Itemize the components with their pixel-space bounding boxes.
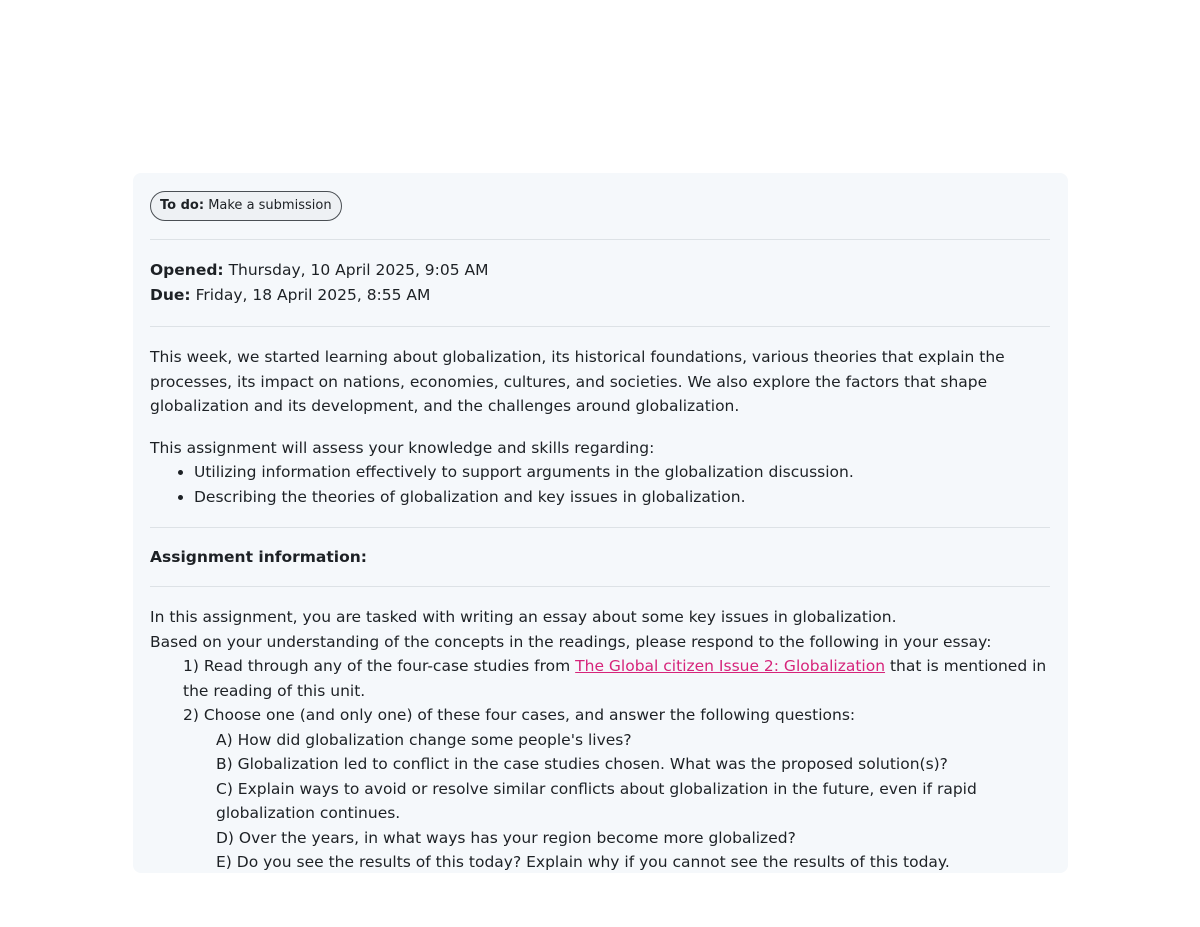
activity-card bbox=[133, 173, 1068, 873]
activity-dates bbox=[150, 258, 1050, 308]
question-a: A) How did globalization change some people's lives? bbox=[216, 730, 632, 749]
step-2: 2) Choose one (and only one) of these four cases, and answer the following questions: bbox=[183, 706, 856, 724]
assignment-line-2: Based on your understanding of the concepts in the readings, please respond to the following in your essay: bbox=[150, 632, 992, 651]
global-citizen-link[interactable]: The Global citizen Issue 2: Globalization bbox=[575, 657, 886, 675]
todo-label: To do: bbox=[160, 198, 205, 213]
divider bbox=[150, 326, 1050, 327]
due-label: Due: bbox=[150, 286, 191, 304]
assignment-line-1: In this assignment, you are tasked with writing an essay about some key issues in globalization. bbox=[150, 608, 897, 626]
due-date-row bbox=[150, 283, 1050, 308]
question-b: B) Globalization led to conflict in the case studies chosen. What was the proposed solution(s)? bbox=[216, 755, 948, 773]
list-item: • Utilizing information effectively to support arguments in the globalization discussion. bbox=[194, 460, 1050, 485]
intro-paragraph: This week, we started learning about globalization, its historical foundations, various theories that explain the processes, its impact on nations, economies, cultures, and societies. We also explore the factors that shape globalization and its development, and the challenges around globalization. bbox=[150, 348, 1005, 415]
question-d: D) Over the years, in what ways has your region become more globalized? bbox=[216, 828, 796, 847]
todo-value: Make a submission bbox=[208, 198, 332, 213]
opened-value: Thursday, 10 April 2025, 9:05 AM bbox=[228, 261, 489, 279]
divider bbox=[150, 239, 1050, 240]
question-e: E) Do you see the results of this today? Explain why if you cannot see the results of this today. bbox=[216, 853, 950, 871]
divider bbox=[150, 586, 1050, 587]
assess-lead: This assignment will assess your knowledge and skills regarding: bbox=[150, 438, 655, 457]
step-1-text: 1) Read through any of the four-case studies from bbox=[183, 657, 576, 675]
todo-status-badge bbox=[150, 191, 342, 221]
skills-list bbox=[150, 460, 1050, 509]
step-1 bbox=[150, 654, 1050, 703]
list-item: • Describing the theories of globalization and key issues in globalization. bbox=[194, 485, 1050, 510]
question-c: C) Explain ways to avoid or resolve similar conflicts about globalization in the future, even if rapid globalization continues. bbox=[216, 779, 977, 822]
opened-date-row bbox=[150, 258, 1050, 283]
step-1-text-end: that is mentioned in the reading of this unit. bbox=[183, 657, 1047, 700]
divider bbox=[150, 527, 1050, 528]
assignment-info-heading: Assignment information: bbox=[150, 548, 367, 566]
due-value: Friday, 18 April 2025, 8:55 AM bbox=[195, 286, 431, 304]
opened-label: Opened: bbox=[150, 261, 224, 279]
